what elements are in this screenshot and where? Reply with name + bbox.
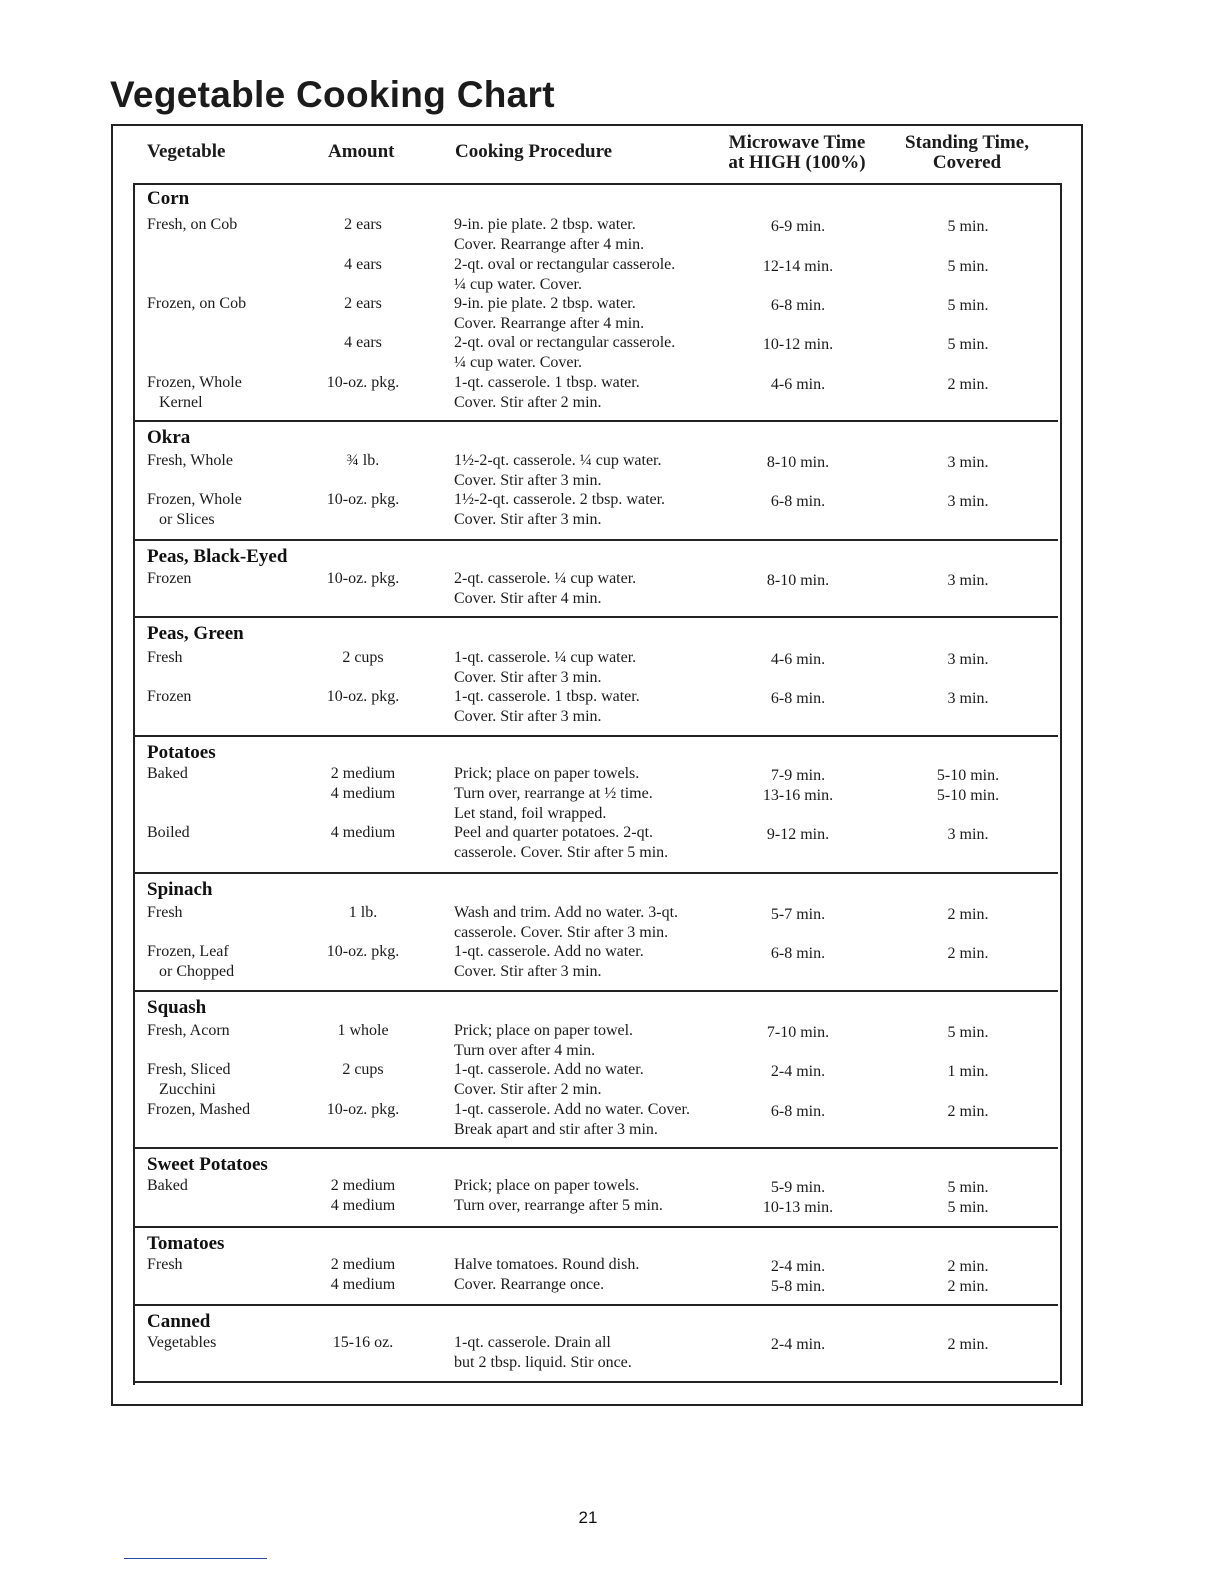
cell-amount: 2 medium: [330, 1177, 396, 1194]
vegetable-group: [133, 992, 1058, 1149]
cell-vegetable: [147, 569, 317, 589]
procedure-line2: Break apart and stir after 3 min.: [454, 1121, 658, 1138]
cell-procedure: [454, 255, 744, 295]
cell-amount: 10-oz. pkg.: [326, 1101, 400, 1118]
procedure-line2: Cover. Stir after 3 min.: [454, 669, 602, 686]
cell-procedure: [454, 903, 744, 943]
page-title: Vegetable Cooking Chart: [110, 74, 555, 115]
cell-amount: 4 medium: [330, 1197, 396, 1214]
cell-procedure: [454, 569, 744, 609]
procedure-line1: 1½-2-qt. casserole. 2 tbsp. water.: [454, 491, 666, 508]
procedure-line1: 1½-2-qt. casserole. ¼ cup water.: [454, 452, 662, 469]
cell-amount: 4 medium: [330, 824, 396, 841]
procedure-line2: Turn over after 4 min.: [454, 1042, 596, 1059]
header-standing-line1: Standing Time,: [905, 132, 1029, 153]
procedure-line2: ¼ cup water. Cover.: [454, 276, 582, 293]
vegetable-line1: Frozen, on Cob: [147, 295, 247, 312]
table-row: [133, 1021, 1058, 1059]
cell-microwave-time: 6-8 min.: [770, 493, 826, 510]
table-row: [133, 451, 1058, 489]
table-row: [133, 294, 1058, 332]
cell-microwave-time: 6-8 min.: [770, 297, 826, 314]
vegetable-line1: Frozen, Leaf: [147, 943, 229, 960]
vegetable-line1: Frozen, Whole: [147, 491, 242, 508]
procedure-line2: Cover. Stir after 2 min.: [454, 1081, 602, 1098]
cell-standing-time: 1 min.: [947, 1063, 989, 1080]
cell-standing-time: 5 min.: [947, 1179, 989, 1196]
procedure-line2: casserole. Cover. Stir after 3 min.: [454, 924, 669, 941]
cell-vegetable: [147, 215, 317, 235]
cell-amount: 10-oz. pkg.: [326, 688, 400, 705]
table-row: [133, 903, 1058, 941]
cell-standing-time: 3 min.: [947, 690, 989, 707]
cell-vegetable: [147, 1176, 317, 1196]
cell-vegetable: [147, 903, 317, 923]
procedure-line1: 1-qt. casserole. Add no water.: [454, 943, 644, 960]
procedure-line2: Cover. Stir after 3 min.: [454, 708, 602, 725]
cell-procedure: [454, 1100, 744, 1140]
cell-procedure: [454, 215, 744, 255]
procedure-line1: Halve tomatoes. Round dish.: [454, 1256, 640, 1273]
vegetable-line1: Frozen, Mashed: [147, 1101, 251, 1118]
cell-microwave-time: 6-9 min.: [770, 218, 826, 235]
procedure-line2: Cover. Stir after 3 min.: [454, 963, 602, 980]
header-microwave-time: [716, 133, 878, 173]
cell-standing-time: 2 min.: [947, 1258, 989, 1275]
procedure-line1: Prick; place on paper towels.: [454, 1177, 640, 1194]
cell-procedure: [454, 1333, 744, 1373]
group-title: Corn: [147, 188, 190, 209]
table-row: [133, 490, 1058, 528]
cell-standing-time: 5 min.: [947, 258, 989, 275]
procedure-line1: 2-qt. casserole. ¼ cup water.: [454, 570, 637, 587]
vegetable-line1: Fresh: [147, 1256, 183, 1273]
vegetable-line1: Vegetables: [147, 1334, 217, 1351]
header-standing-time: [890, 133, 1044, 173]
cell-microwave-time: 2-4 min.: [770, 1336, 826, 1353]
group-title: Spinach: [147, 879, 213, 900]
cell-vegetable: [147, 942, 317, 982]
table-row: [133, 569, 1058, 607]
cell-microwave-time: 10-12 min.: [762, 336, 834, 353]
cell-standing-time: 5 min.: [947, 218, 989, 235]
vegetable-line1: Fresh: [147, 649, 183, 666]
cell-standing-time: 5 min.: [947, 336, 989, 353]
procedure-line2: Cover. Rearrange after 4 min.: [454, 315, 645, 332]
cell-vegetable: [147, 1100, 317, 1120]
group-title: Potatoes: [147, 742, 216, 763]
cell-procedure: [454, 333, 744, 373]
vegetable-line1: Fresh: [147, 904, 183, 921]
procedure-line2: Let stand, foil wrapped.: [454, 805, 607, 822]
cell-standing-time: 2 min.: [947, 1336, 989, 1353]
cell-procedure: [454, 1176, 744, 1196]
cell-amount: 4 medium: [330, 1276, 396, 1293]
cell-procedure: [454, 648, 744, 688]
bottom-rule: [124, 1558, 267, 1559]
procedure-line2: Cover. Rearrange after 4 min.: [454, 236, 645, 253]
procedure-line2: casserole. Cover. Stir after 5 min.: [454, 844, 669, 861]
procedure-line1: Turn over, rearrange after 5 min.: [454, 1197, 663, 1214]
table-row: [133, 784, 1058, 822]
cell-amount: 4 ears: [344, 256, 382, 273]
cell-vegetable: [147, 1021, 317, 1041]
cell-standing-time: 3 min.: [947, 651, 989, 668]
cell-procedure: [454, 373, 744, 413]
group-title: Peas, Green: [147, 623, 244, 644]
header-cooking-procedure: Cooking Procedure: [455, 141, 613, 162]
cell-procedure: [454, 1255, 744, 1275]
vegetable-line2: or Slices: [159, 511, 215, 528]
cell-standing-time: 2 min.: [947, 1278, 989, 1295]
table-row: [133, 333, 1058, 371]
cell-vegetable: [147, 648, 317, 668]
cell-vegetable: [147, 451, 317, 471]
procedure-line1: Wash and trim. Add no water. 3-qt.: [454, 904, 679, 921]
cell-standing-time: 5 min.: [947, 1199, 989, 1216]
table-row: [133, 942, 1058, 980]
procedure-line1: Prick; place on paper towels.: [454, 765, 640, 782]
procedure-line1: 1-qt. casserole. Drain all: [454, 1334, 611, 1351]
page-number: 21: [578, 1508, 598, 1527]
vegetable-group: [133, 737, 1058, 874]
cell-amount: 10-oz. pkg.: [326, 491, 400, 508]
procedure-line2: ¼ cup water. Cover.: [454, 354, 582, 371]
cell-amount: 4 ears: [344, 334, 382, 351]
procedure-line1: Cover. Rearrange once.: [454, 1276, 605, 1293]
cell-amount: 10-oz. pkg.: [326, 570, 400, 587]
header-microwave-line2: at HIGH (100%): [728, 152, 866, 173]
group-title: Sweet Potatoes: [147, 1154, 268, 1175]
cell-standing-time: 2 min.: [947, 906, 989, 923]
table-row: [133, 1060, 1058, 1098]
cell-standing-time: 2 min.: [947, 1103, 989, 1120]
procedure-line1: Turn over, rearrange at ½ time.: [454, 785, 653, 802]
group-title: Okra: [147, 427, 191, 448]
procedure-line1: 1-qt. casserole. 1 tbsp. water.: [454, 688, 640, 705]
cell-procedure: [454, 490, 744, 530]
group-title: Peas, Black-Eyed: [147, 546, 288, 567]
vegetable-line1: Frozen: [147, 688, 192, 705]
cell-vegetable: [147, 1255, 317, 1275]
vegetable-group: [133, 541, 1058, 618]
group-title: Tomatoes: [147, 1233, 225, 1254]
cell-standing-time: 5 min.: [947, 297, 989, 314]
cell-vegetable: [147, 823, 317, 843]
procedure-line1: 1-qt. casserole. ¼ cup water.: [454, 649, 637, 666]
vegetable-line1: Frozen: [147, 570, 192, 587]
procedure-line2: Cover. Stir after 2 min.: [454, 394, 602, 411]
header-microwave-line1: Microwave Time: [728, 132, 866, 153]
vegetable-line1: Fresh, on Cob: [147, 216, 238, 233]
cell-procedure: [454, 764, 744, 784]
cell-standing-time: 5 min.: [947, 1024, 989, 1041]
procedure-line1: 1-qt. casserole. Add no water.: [454, 1061, 644, 1078]
cell-microwave-time: 8-10 min.: [766, 454, 830, 471]
cell-microwave-time: 10-13 min.: [762, 1199, 834, 1216]
cell-microwave-time: 5-8 min.: [770, 1278, 826, 1295]
cell-microwave-time: 8-10 min.: [766, 572, 830, 589]
procedure-line1: Peel and quarter potatoes. 2-qt.: [454, 824, 654, 841]
cell-microwave-time: 7-10 min.: [766, 1024, 830, 1041]
cell-amount: 2 ears: [344, 295, 382, 312]
cell-standing-time: 2 min.: [947, 945, 989, 962]
cell-amount: 10-oz. pkg.: [326, 374, 400, 391]
cell-microwave-time: 5-7 min.: [770, 906, 826, 923]
cell-microwave-time: 4-6 min.: [770, 651, 826, 668]
table-row: [133, 255, 1058, 293]
cell-procedure: [454, 294, 744, 334]
cell-procedure: [454, 1060, 744, 1100]
vegetable-group: [133, 183, 1058, 422]
cell-standing-time: 3 min.: [947, 826, 989, 843]
cell-procedure: [454, 1275, 744, 1295]
vegetable-line2: Kernel: [159, 394, 203, 411]
vegetable-line1: Fresh, Acorn: [147, 1022, 230, 1039]
cell-vegetable: [147, 1060, 317, 1100]
vegetable-group: [133, 874, 1058, 992]
cell-microwave-time: 13-16 min.: [762, 787, 834, 804]
cell-procedure: [454, 1196, 744, 1216]
procedure-line2: but 2 tbsp. liquid. Stir once.: [454, 1354, 632, 1371]
table-row: [133, 648, 1058, 686]
vegetable-line1: Baked: [147, 1177, 188, 1194]
cell-microwave-time: 5-9 min.: [770, 1179, 826, 1196]
cell-microwave-time: 12-14 min.: [762, 258, 834, 275]
vegetable-line1: Frozen, Whole: [147, 374, 242, 391]
table-row: [133, 823, 1058, 861]
vegetable-group: [133, 1149, 1058, 1228]
cell-microwave-time: 6-8 min.: [770, 1103, 826, 1120]
cell-microwave-time: 2-4 min.: [770, 1258, 826, 1275]
procedure-line2: Cover. Stir after 4 min.: [454, 590, 602, 607]
vegetable-line2: or Chopped: [159, 963, 235, 980]
cell-microwave-time: 9-12 min.: [766, 826, 830, 843]
group-title: Squash: [147, 997, 207, 1018]
header-amount: Amount: [328, 141, 395, 162]
cell-procedure: [454, 784, 744, 824]
procedure-line1: 9-in. pie plate. 2 tbsp. water.: [454, 216, 636, 233]
vegetable-line1: Fresh, Whole: [147, 452, 233, 469]
cell-standing-time: 5-10 min.: [936, 767, 1000, 784]
vegetable-line2: Zucchini: [159, 1081, 216, 1098]
cell-amount: 1 whole: [337, 1022, 389, 1039]
vegetable-line1: Boiled: [147, 824, 190, 841]
vegetable-group: [133, 618, 1058, 737]
cell-standing-time: 3 min.: [947, 572, 989, 589]
procedure-line2: Cover. Stir after 3 min.: [454, 511, 602, 528]
cell-vegetable: [147, 490, 317, 530]
header-vegetable: Vegetable: [147, 141, 226, 162]
cell-amount: 2 cups: [342, 649, 384, 666]
cell-vegetable: [147, 294, 317, 314]
table-row: [133, 373, 1058, 411]
cell-amount: 1 lb.: [348, 904, 378, 921]
group-title: Canned: [147, 1311, 211, 1332]
procedure-line1: 1-qt. casserole. 1 tbsp. water.: [454, 374, 640, 391]
cell-vegetable: [147, 1333, 317, 1353]
cell-amount: 4 medium: [330, 785, 396, 802]
procedure-line1: Prick; place on paper towel.: [454, 1022, 634, 1039]
cell-amount: 10-oz. pkg.: [326, 943, 400, 960]
vegetable-line1: Baked: [147, 765, 188, 782]
procedure-line1: 9-in. pie plate. 2 tbsp. water.: [454, 295, 636, 312]
cell-microwave-time: 6-8 min.: [770, 945, 826, 962]
cell-vegetable: [147, 373, 317, 413]
cell-vegetable: [147, 687, 317, 707]
procedure-line1: 1-qt. casserole. Add no water. Cover.: [454, 1101, 690, 1118]
table-row: [133, 1100, 1058, 1138]
cell-amount: 2 medium: [330, 765, 396, 782]
cell-procedure: [454, 823, 744, 863]
table-row: [133, 215, 1058, 253]
table-row: [133, 687, 1058, 725]
cell-amount: 2 ears: [344, 216, 382, 233]
cell-microwave-time: 2-4 min.: [770, 1063, 826, 1080]
vegetable-group: [133, 422, 1058, 541]
table-row: [133, 1333, 1058, 1371]
cell-microwave-time: 7-9 min.: [770, 767, 826, 784]
cell-amount: 2 medium: [330, 1256, 396, 1273]
procedure-line1: 2-qt. oval or rectangular casserole.: [454, 334, 676, 351]
vegetable-line1: Fresh, Sliced: [147, 1061, 231, 1078]
cell-amount: 15-16 oz.: [332, 1334, 394, 1351]
cell-microwave-time: 6-8 min.: [770, 690, 826, 707]
cell-procedure: [454, 942, 744, 982]
cell-standing-time: 2 min.: [947, 376, 989, 393]
cell-vegetable: [147, 764, 317, 784]
cell-procedure: [454, 687, 744, 727]
cell-standing-time: 5-10 min.: [936, 787, 1000, 804]
procedure-line2: Cover. Stir after 3 min.: [454, 472, 602, 489]
vegetable-group: [133, 1306, 1058, 1383]
cell-procedure: [454, 451, 744, 491]
cell-standing-time: 3 min.: [947, 454, 989, 471]
header-standing-line2: Covered: [932, 152, 1002, 173]
cell-microwave-time: 4-6 min.: [770, 376, 826, 393]
cell-procedure: [454, 1021, 744, 1061]
procedure-line1: 2-qt. oval or rectangular casserole.: [454, 256, 676, 273]
cell-amount: ¾ lb.: [346, 452, 380, 469]
cell-standing-time: 3 min.: [947, 493, 989, 510]
vegetable-group: [133, 1228, 1058, 1306]
cell-amount: 2 cups: [342, 1061, 384, 1078]
